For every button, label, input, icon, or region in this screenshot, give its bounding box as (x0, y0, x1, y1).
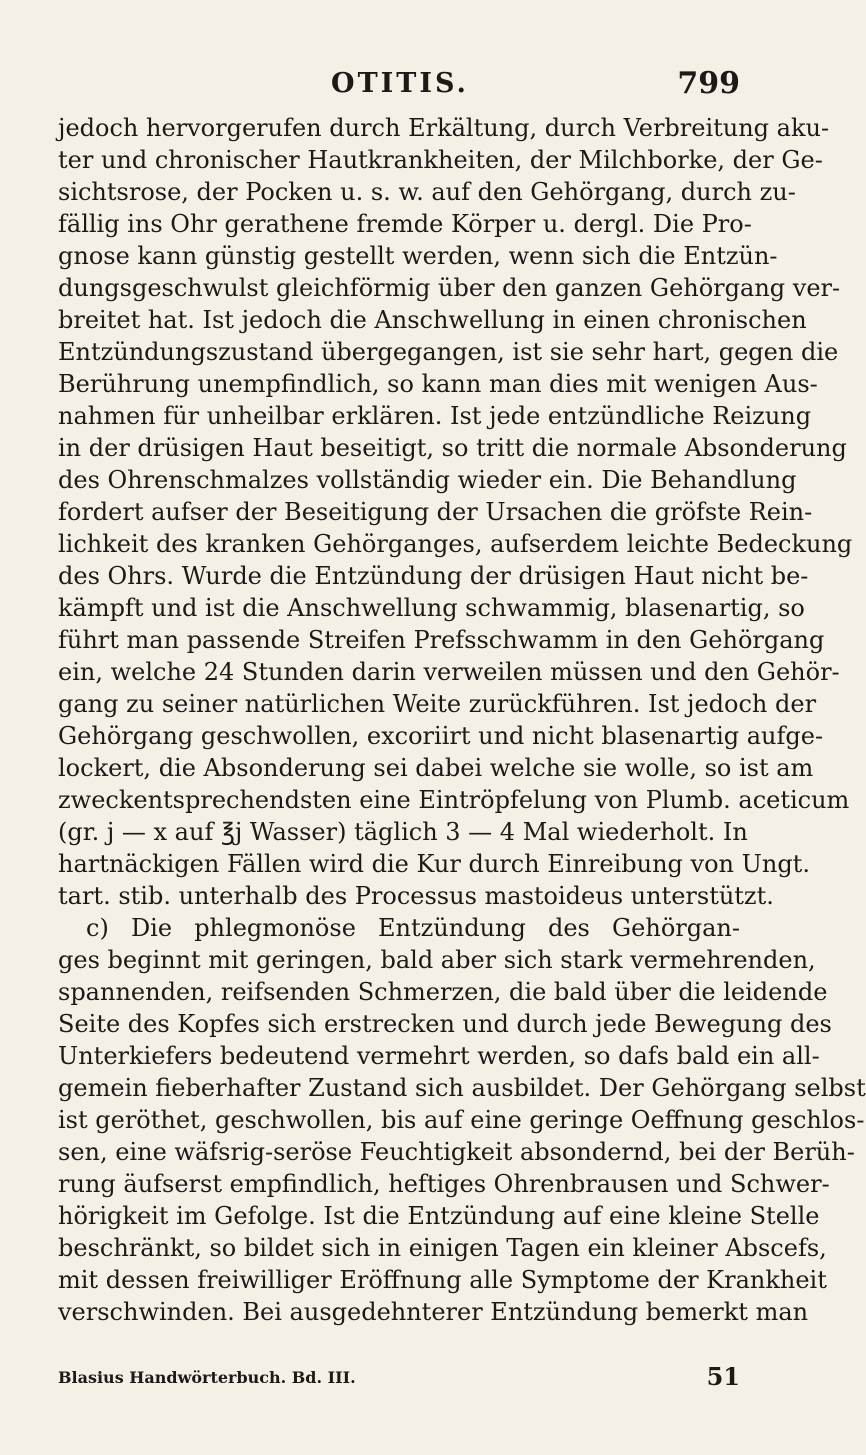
text-line: zweckentsprechendsten eine Eintröpfelung von Plumb. aceticum (58, 786, 850, 814)
page-number: 799 (677, 66, 740, 101)
text-line: lockert, die Absonderung sei dabei welche sie wolle, so ist am (58, 754, 814, 782)
text-line: Gehörgang geschwollen, excoriirt und nicht blasenartig aufge- (58, 722, 824, 750)
page-footer (58, 1362, 740, 1396)
text-line: breitet hat. Ist jedoch die Anschwellung in einen chronischen (58, 306, 807, 334)
text-line: führt man passende Streifen Prefsschwamm in den Gehörgang (58, 626, 825, 654)
text-line: ges beginnt mit geringen, bald aber sich stark vermehrenden, (58, 946, 816, 974)
text-line: kämpft und ist die Anschwellung schwammig, blasenartig, so (58, 594, 805, 622)
text-line: hörigkeit im Gefolge. Ist die Entzündung auf eine kleine Stelle (58, 1202, 820, 1230)
text-line: rung äufserst empfindlich, heftiges Ohrenbrausen und Schwer- (58, 1170, 830, 1198)
text-line: fällig ins Ohr gerathene fremde Körper u. dergl. Die Pro- (58, 210, 752, 238)
text-line: ein, welche 24 Stunden darin verweilen müssen und den Gehör- (58, 658, 840, 686)
text-line: ist geröthet, geschwollen, bis auf eine geringe Oeffnung geschlos- (58, 1106, 865, 1134)
text-line: Unterkiefers bedeutend vermehrt werden, so dafs bald ein all- (58, 1042, 820, 1070)
text-line: spannenden, reifsenden Schmerzen, die bald über die leidende (58, 978, 828, 1006)
text-line: verschwinden. Bei ausgedehnterer Entzündung bemerkt man (58, 1298, 809, 1326)
page-title: OTITIS. (331, 68, 469, 99)
text-line: des Ohrs. Wurde die Entzündung der drüsigen Haut nicht be- (58, 562, 809, 590)
text-line: gnose kann günstig gestellt werden, wenn sich die Entzün- (58, 242, 778, 270)
text-line: Seite des Kopfes sich erstrecken und durch jede Bewegung des (58, 1010, 832, 1038)
text-line: Berührung unempfindlich, so kann man dies mit wenigen Aus- (58, 370, 818, 398)
text-line: des Ohrenschmalzes vollständig wieder ein. Die Behandlung (58, 466, 797, 494)
running-head (60, 66, 740, 106)
section-heading-line: c) Die phlegmonöse Entzündung des Gehörgan- (86, 914, 740, 942)
text-line: hartnäckigen Fällen wird die Kur durch Einreibung von Ungt. (58, 850, 810, 878)
text-line: fordert aufser der Beseitigung der Ursachen die gröfste Rein- (58, 498, 813, 526)
text-line: (gr. j — x auf ℥j Wasser) täglich 3 — 4 Mal wiederholt. In (58, 818, 748, 846)
text-line: jedoch hervorgerufen durch Erkältung, durch Verbreitung aku- (58, 114, 830, 142)
text-line: lichkeit des kranken Gehörganges, aufserdem leichte Bedeckung (58, 530, 853, 558)
body-text (58, 112, 866, 1328)
text-line: Entzündungszustand übergegangen, ist sie sehr hart, gegen die (58, 338, 839, 366)
text-line: gemein fieberhafter Zustand sich ausbildet. Der Gehörgang selbst (58, 1074, 866, 1102)
text-line: dungsgeschwulst gleichförmig über den ganzen Gehörgang ver- (58, 274, 841, 302)
text-line: ter und chronischer Hautkrankheiten, der Milchborke, der Ge- (58, 146, 823, 174)
text-line: sichtsrose, der Pocken u. s. w. auf den Gehörgang, durch zu- (58, 178, 796, 206)
text-line: gang zu seiner natürlichen Weite zurückführen. Ist jedoch der (58, 690, 817, 718)
sheet-number: 51 (706, 1362, 740, 1391)
text-line: beschränkt, so bildet sich in einigen Tagen ein kleiner Abscefs, (58, 1234, 827, 1262)
text-line: mit dessen freiwilliger Eröffnung alle Symptome der Krankheit (58, 1266, 827, 1294)
text-line: nahmen für unheilbar erklären. Ist jede entzündliche Reizung (58, 402, 812, 430)
text-line: sen, eine wäfsrig-seröse Feuchtigkeit absondernd, bei der Berüh- (58, 1138, 855, 1166)
text-line: tart. stib. unterhalb des Processus mastoideus unterstützt. (58, 882, 774, 910)
printer-signature: Blasius Handwörterbuch. Bd. III. (58, 1368, 356, 1387)
text-line: in der drüsigen Haut beseitigt, so tritt die normale Absonderung (58, 434, 847, 462)
